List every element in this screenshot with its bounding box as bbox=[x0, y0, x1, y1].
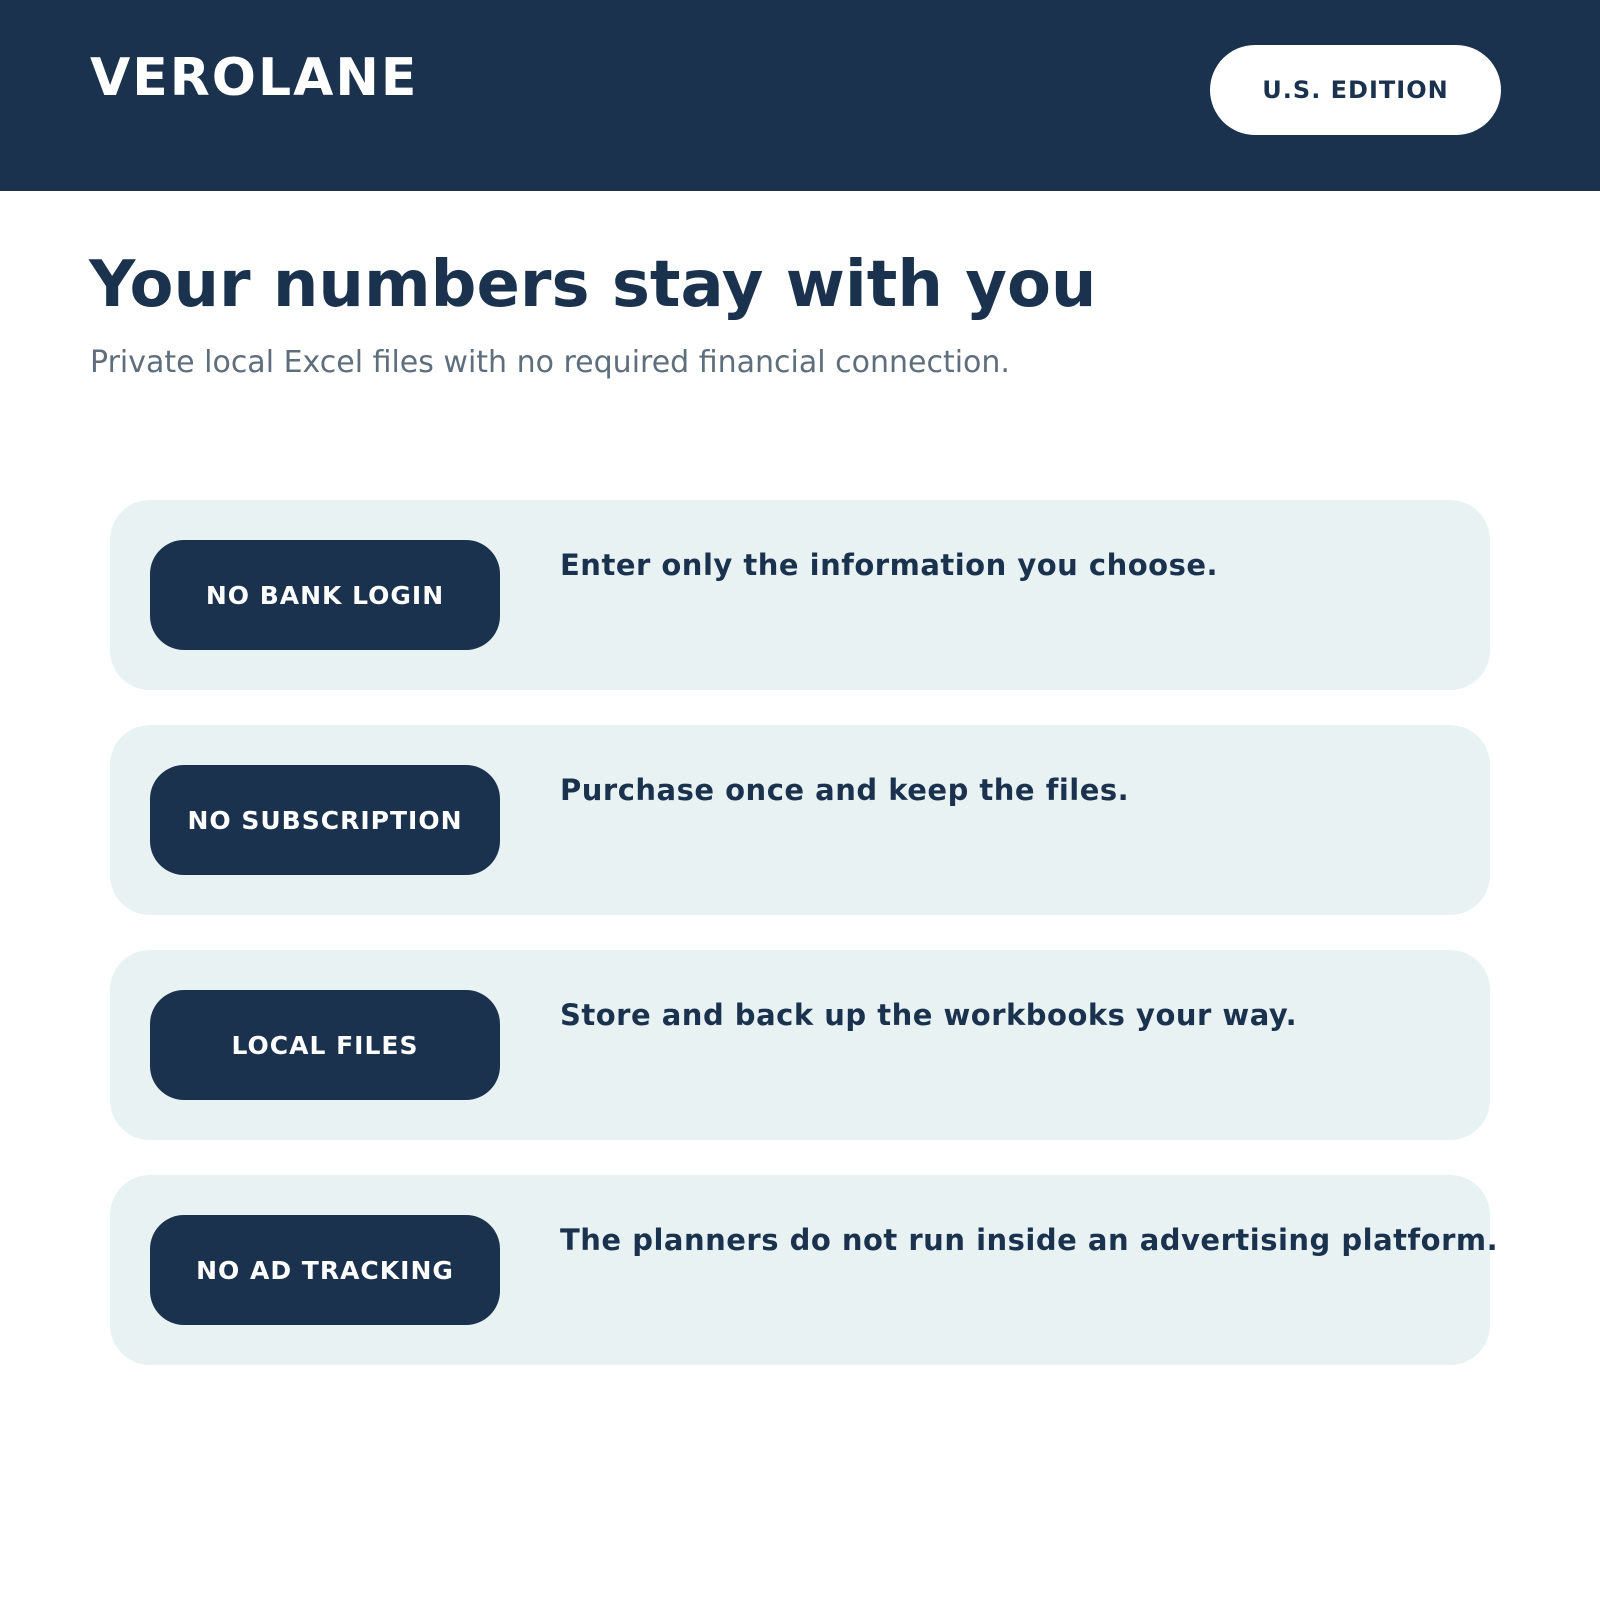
brand-logo[interactable]: VEROLANE bbox=[90, 48, 419, 108]
feature-badge: NO SUBSCRIPTION bbox=[150, 765, 500, 875]
page-subtitle: Private local Excel files with no required financial connection. bbox=[90, 345, 1010, 380]
feature-card-no-subscription bbox=[110, 725, 1490, 915]
feature-description: Enter only the information you choose. bbox=[560, 548, 1219, 582]
page-title: Your numbers stay with you bbox=[89, 248, 1097, 322]
edition-badge[interactable]: U.S. EDITION bbox=[1210, 45, 1501, 135]
feature-card-no-ad-tracking bbox=[110, 1175, 1499, 1365]
site-header bbox=[0, 0, 1600, 191]
feature-description: Purchase once and keep the files. bbox=[560, 773, 1130, 807]
feature-description: The planners do not run inside an advertising platform. bbox=[560, 1223, 1499, 1257]
feature-badge: NO AD TRACKING bbox=[150, 1215, 500, 1325]
feature-card-no-bank-login bbox=[110, 500, 1490, 690]
feature-badge: NO BANK LOGIN bbox=[150, 540, 500, 650]
feature-card-local-files bbox=[110, 950, 1490, 1140]
feature-description: Store and back up the workbooks your way. bbox=[560, 998, 1298, 1032]
feature-badge: LOCAL FILES bbox=[150, 990, 500, 1100]
